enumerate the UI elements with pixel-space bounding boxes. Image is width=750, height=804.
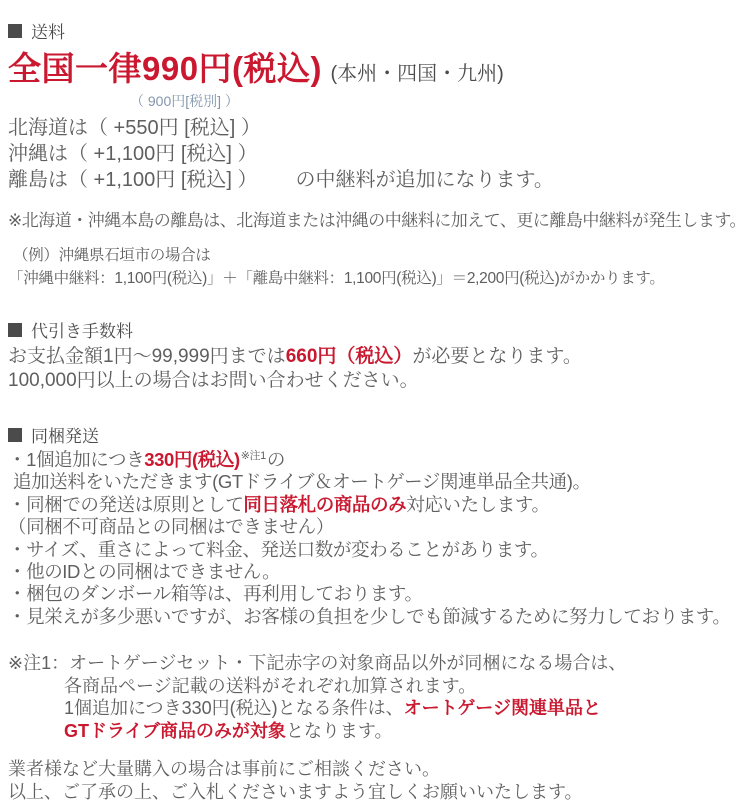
bundled-item1	[8, 449, 750, 471]
bundled-item3: ・サイズ、重さによって料金、発送口数が変わることがあります。	[8, 538, 549, 560]
bundled-item1-post: の	[266, 449, 285, 470]
cod-fee-line1-pre: お支払金額1円～99,999円までは	[8, 346, 286, 367]
footnote1-line3-pre: 1個追加につき330円(税込)となる条件は、	[64, 698, 404, 719]
closing-line: 以上、ご了承の上、ご入札くださいますよう宜しくお願いいたします。	[8, 781, 583, 802]
bulk-purchase-line: 業者様など大量購入の場合は事前にご相談ください。	[8, 758, 440, 779]
remote-island-note: ※北海道・沖縄本島の離島は、北海道または沖縄の中継料に加えて、更に離島中継料が発生します。	[8, 211, 747, 230]
footnote1-line2: 各商品ページ記載の送料がそれぞれ加算されます。	[64, 675, 477, 696]
closing-remarks	[8, 758, 750, 804]
footnote1-section	[8, 652, 750, 742]
cod-fee-heading	[8, 317, 750, 342]
nationwide-price: 全国一律990円(税込)	[8, 50, 323, 87]
bundled-item6: ・見栄えが多少悪いですが、お客様の負担を少しでも節減するために努力しております。	[8, 605, 731, 627]
same-day-auction-only: 同日落札の商品のみ	[243, 493, 407, 515]
example-line1: （例）沖縄県石垣市の場合は	[13, 247, 211, 264]
eligible-products-part1: オートゲージ関連単品と	[403, 698, 601, 719]
bundled-shipping-section	[8, 422, 750, 628]
surcharge-hokkaido: 北海道は（ +550円 [税込] ）	[8, 117, 261, 139]
surcharge-example	[8, 244, 750, 290]
surcharge-remote-suffix: の中継料が追加になります。	[295, 169, 554, 191]
footnote1-line1: ※注1：オートゲージセット・下記赤字の対象商品以外が同梱になる場合は、	[8, 653, 627, 674]
surcharge-remote-islands	[8, 167, 750, 193]
shipping-section	[8, 18, 750, 290]
bundled-item2-post: 対応いたします。	[406, 493, 550, 515]
bundled-item2-pre: ・同梱での発送は原則として	[8, 493, 244, 515]
cod-fee-heading-label: 代引き手数料	[31, 322, 133, 341]
shipping-heading	[8, 18, 750, 43]
bundled-rules-list	[8, 449, 750, 628]
bundled-item1-pre: ・1個追加につき	[8, 449, 145, 470]
bundled-item4: ・他のIDとの同梱はできません。	[8, 561, 281, 583]
bundled-item2	[8, 494, 750, 516]
note1-reference: ※注1	[240, 449, 266, 462]
regional-surcharges	[8, 115, 750, 193]
bundled-heading	[8, 422, 750, 447]
tax-excluded-note: （ 900円[税別] ）	[130, 93, 239, 109]
bundled-item2-line2: （同梱不可商品との同梱はできません）	[8, 516, 334, 538]
cod-fee-amount: 660円（税込）	[285, 346, 413, 367]
bundled-heading-label: 同梱発送	[31, 427, 99, 446]
surcharge-okinawa: 沖縄は（ +1,100円 [税込] ）	[8, 143, 258, 165]
cod-fee-line2: 100,000円以上の場合はお問い合わせください。	[8, 369, 419, 391]
cod-fee-line1-post: が必要となります。	[412, 346, 582, 367]
shipping-heading-label: 送料	[31, 23, 65, 42]
covered-regions: (本州・四国・九州)	[330, 63, 504, 85]
cod-fee-section	[8, 317, 750, 392]
cod-fee-line1	[8, 345, 750, 369]
cod-fee-body	[8, 345, 750, 392]
footnote1-line3	[8, 697, 750, 720]
section-marker-icon	[8, 24, 22, 38]
footnote1-line4-post: となります。	[285, 721, 393, 742]
eligible-products-part2: GTドライブ商品のみが対象	[64, 721, 286, 742]
section-marker-icon	[8, 323, 22, 337]
bundled-item5: ・梱包のダンボール箱等は、再利用しております。	[8, 583, 423, 605]
example-line2: 「沖縄中継料：1,100円(税込)」＋「離島中継料：1,100円(税込)」＝2,200円(税込)がかかります。	[8, 270, 665, 287]
price-headline	[8, 50, 750, 95]
surcharge-remote-amount: 離島は（ +1,100円 [税込] ）	[8, 169, 258, 191]
additional-fee-amount: 330円(税込)	[144, 449, 240, 470]
footnote1-line4	[8, 720, 750, 743]
section-marker-icon	[8, 428, 22, 442]
bundled-item1-line2: 追加送料をいただきます(GTドライブ＆オートゲージ関連単品全共通)。	[13, 471, 591, 493]
